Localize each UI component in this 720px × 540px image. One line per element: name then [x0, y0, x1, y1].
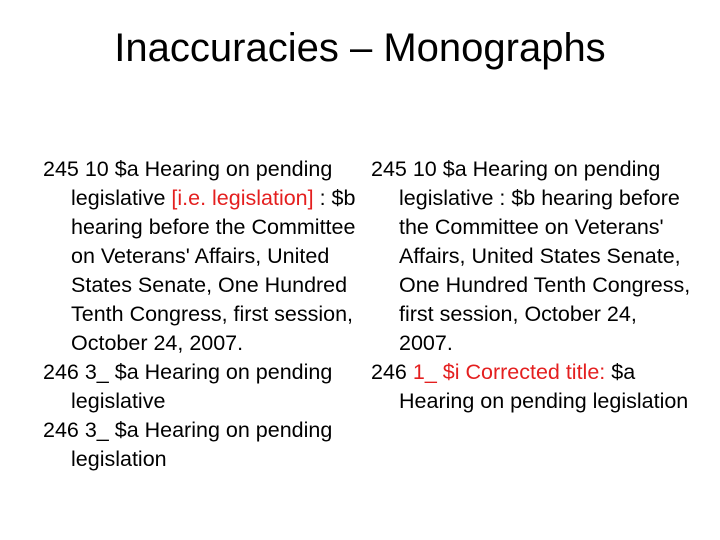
marc-245-field-original: [43, 155, 363, 358]
left-column: [43, 155, 363, 474]
marc-245-field-revised: 245 10 $a Hearing on pending legislative : $b hearing before the Committee on Veterans' Affairs, United States Senate, One Hundred Tenth Congress, first session, October 24, 2007.: [371, 157, 691, 355]
corrected-title-highlight: 1_ $i Corrected title:: [412, 360, 606, 384]
field-text: 245 10 $a Hearing on pending legislative: [43, 157, 333, 210]
marc-246-field-corrected: [371, 358, 691, 416]
slide-title: Inaccuracies – Monographs: [114, 26, 606, 70]
marc-246-field-2: 246 3_ $a Hearing on pending legislation: [43, 418, 333, 471]
marc-246-field-1: 246 3_ $a Hearing on pending legislative: [43, 360, 333, 413]
field-text: 246: [371, 360, 413, 384]
right-column: [371, 155, 691, 416]
field-text: $a Hearing on pending legislation: [399, 360, 689, 413]
field-text: : $b hearing before the Committee on Veterans' Affairs, United States Senate, One Hundred Tenth Congress, first session, October 24, 2007.: [71, 186, 356, 355]
interpolation-highlight: [i.e. legislation]: [171, 186, 314, 210]
